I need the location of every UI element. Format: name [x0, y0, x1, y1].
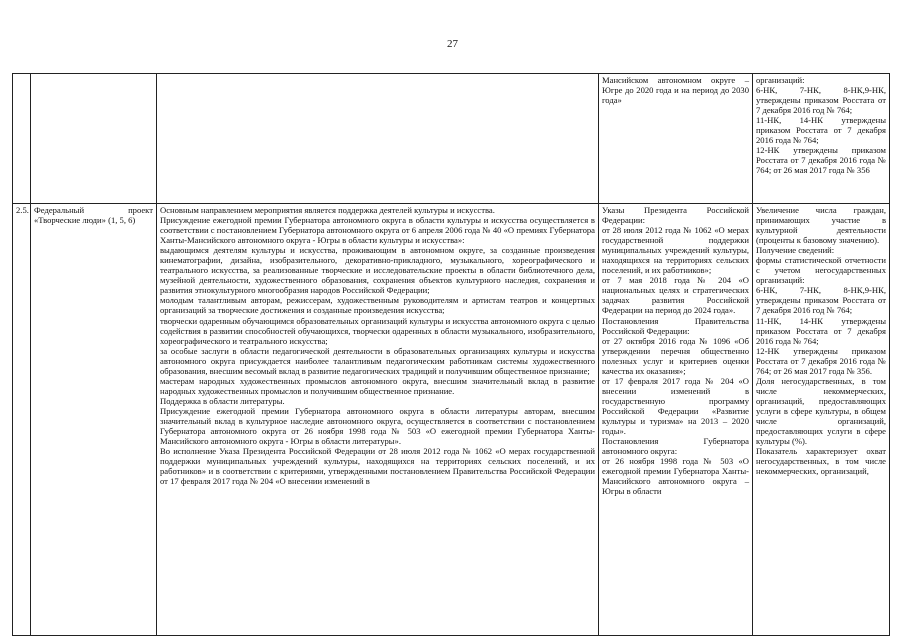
page-number: 27 — [447, 38, 458, 50]
cell-item-number: 2.5. — [13, 204, 31, 636]
program-table — [12, 73, 890, 636]
cell-name-empty — [31, 74, 157, 204]
table-row — [13, 74, 890, 204]
cell-indicators: Увеличение числа граждан, принимающих участие в культурной деятельности (проценты к базовому значению). Получение сведений: формы статистической отчетности с учетом негосударственных организаций: 6-НК, 7-НК, 8-НК,9-НК, утверждены приказом Росстата от 7 декабря 2016 год № 764; 11-НК, 14-НК утверждены приказом Росстата от 7 декабря 2016 года № 764; 12-НК утверждены приказом Росстата от 7 декабря 2016 года № 764; от 26 мая 2017 года № 356. Доля негосударственных, в том числе некоммерческих, организаций, предоставляющих услуги в сфере культуры, в общем числе организаций, предоставляющих услуги в сфере культуры (%). Показатель характеризует охват негосударственных, в том числе некоммерческих, организаций, — [753, 204, 890, 636]
cell-measure-description: Основным направлением мероприятия является поддержка деятелей культуры и искусства. Присуждение ежегодной премии Губернатора автономного округа в области культуры и искусства осуществляется в соответствии с постановлением Губернатора автономного округа от 6 апреля 2006 года № 40 «О премиях Губернатора Ханты-Мансийского автономного округа - Югры в области культуры и искусства»: выдающимся деятелям культуры и искусства, проживающим в автономном округе, за созданные произведения кинематографии, дизайна, изобразительного, декоративно-прикладного, музыкального, хореографического и театрального искусства, за реализованные творческие и исследовательские проекты в области библиотечного дела, музейной деятельности, художественного образования, сохранения объектов культурного наследия, сохранения и развития этнокультурного многообразия народов Российской Федерации; молодым талантливым авторам, режиссерам, художественным руководителям и артистам театров и концертных организаций за творческие достижения и созданные произведения искусства; творчески одаренным обучающимся образовательных организаций культуры и искусства автономного округа с целью содействия в развитии способностей обучающихся, творчески одаренных в области музыкального, изобразительного, хореографического и театрального искусства; за особые заслуги в области педагогической деятельности в образовательных организациях культуры и искусства автономного округа присуждается наиболее талантливым педагогическим работникам системы художественного образования, внесшим весомый вклад в развитие педагогических традиций и получившим общественное признание; мастерам народных художественных промыслов автономного округа, внесшим значительный вклад в развитие народных художественных промыслов и получившим общественное признание. Поддержка в области литературы. Присуждение ежегодной премии Губернатора автономного округа в области литературы авторам, внесшим значительный вклад в культурное наследие автономного округа, осуществляется в соответствии с постановлением Губернатора автономного округа от 26 ноября 1998 года № 503 «О ежегодной премии Губернатора Ханты-Мансийского автономного округа - Югры в области литературы». Во исполнение Указа Президента Российской Федерации от 28 июля 2012 года № 1062 «О мерах государственной поддержки муниципальных учреждений культуры, находящихся на территориях сельских поселений, и их работников» и в соответствии с критериями, утвержденными постановлением Правительства Российской Федерации от 17 февраля 2017 года № 204 «О внесении изменений в — [157, 204, 599, 636]
table-row — [13, 204, 890, 636]
cell-desc-empty — [157, 74, 599, 204]
cell-basis-continued: Мансийском автономном округе – Югре до 2020 года и на период до 2030 года» — [599, 74, 753, 204]
cell-indicators-continued: организаций: 6-НК, 7-НК, 8-НК,9-НК, утверждены приказом Росстата от 7 декабря 2016 год № 764; 11-НК, 14-НК утверждены приказом Росстата от 7 декабря 2016 года № 764; 12-НК утверждены приказом Росстата от 7 декабря 2016 года № 764; от 26 мая 2017 года № 356 — [753, 74, 890, 204]
cell-num-empty — [13, 74, 31, 204]
cell-project-name: Федеральный проект «Творческие люди» (1, 5, 6) — [31, 204, 157, 636]
cell-legal-basis: Указы Президента Российской Федерации: от 28 июля 2012 года № 1062 «О мерах государственной поддержки муниципальных учреждений культуры, находящихся на территориях сельских поселений, и их работников»; от 7 мая 2018 года № 204 «О национальных целях и стратегических задачах развития Российской Федерации на период до 2024 года». Постановления Правительства Российской Федерации: от 27 октября 2016 года № 1096 «Об утверждении перечня общественно полезных услуг и критериев оценки качества их оказания»; от 17 февраля 2017 года № 204 «О внесении изменений в государственную программу Российской Федерации «Развитие культуры и туризма» на 2013 – 2020 годы». Постановления Губернатора автономного округа: от 26 ноября 1998 года № 503 «О ежегодной премии Губернатора Ханты-Мансийского автономного округа – Югры в области — [599, 204, 753, 636]
